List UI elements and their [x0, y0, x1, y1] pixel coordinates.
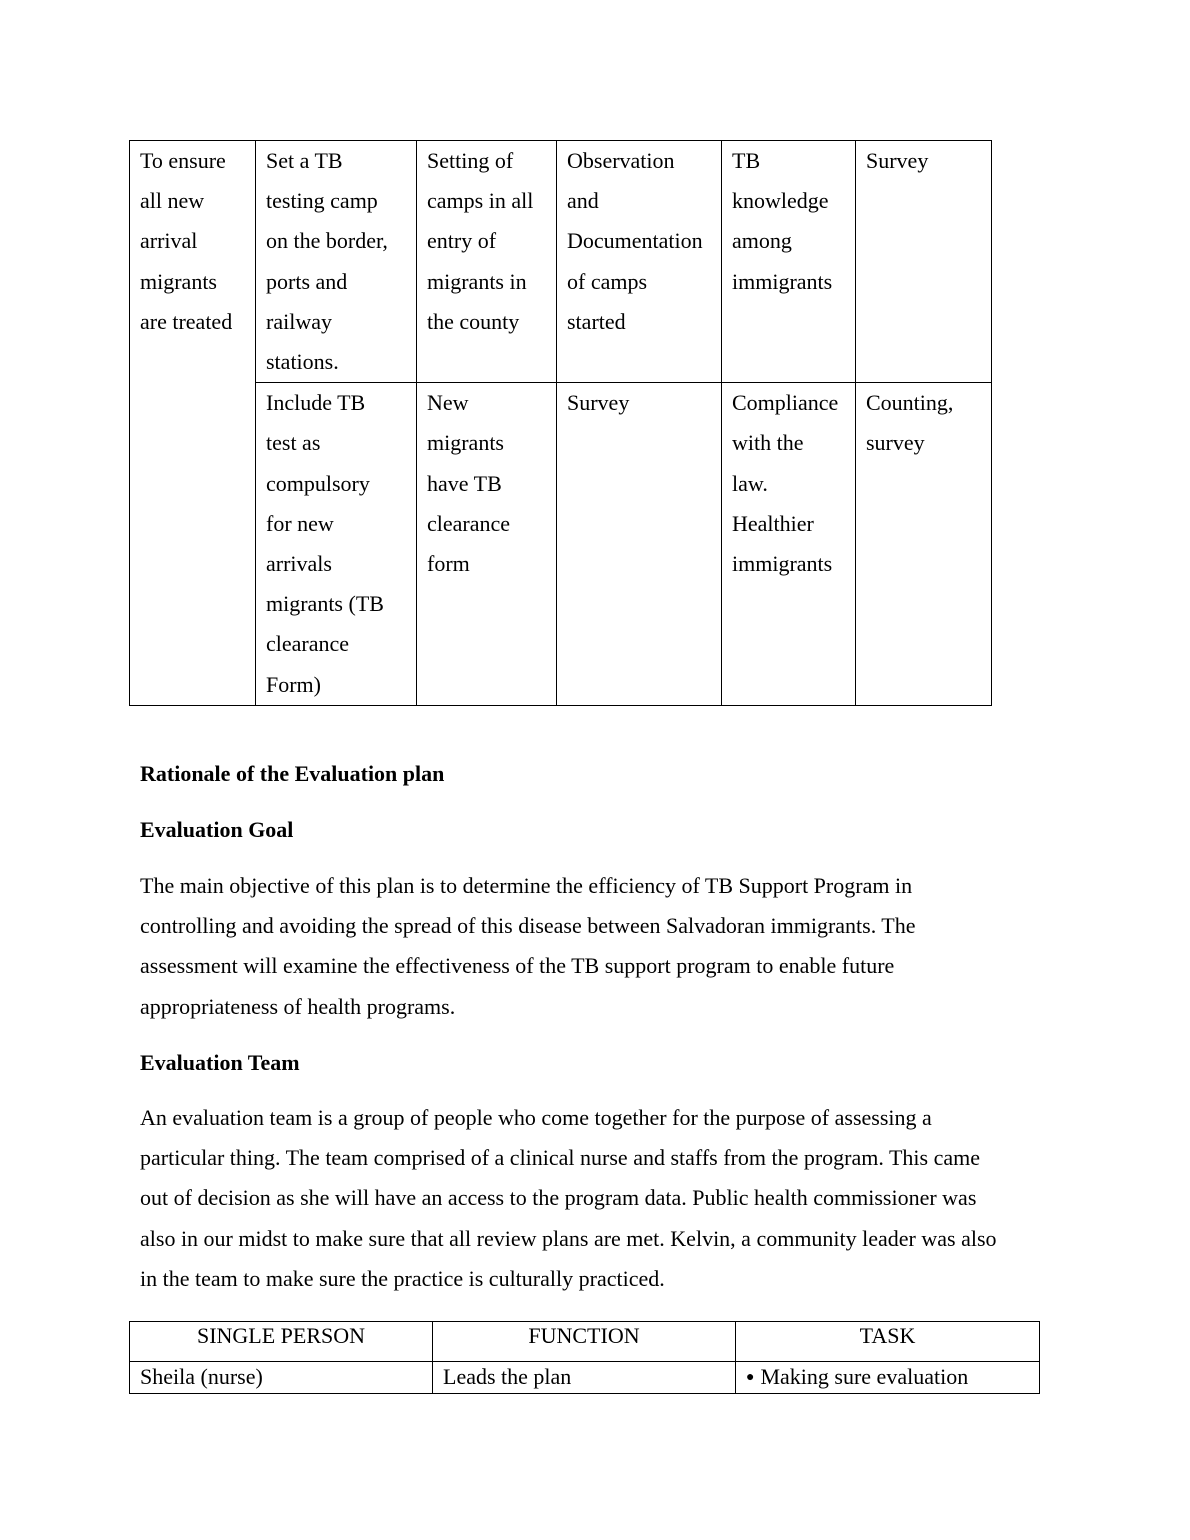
text-line: Compliance — [732, 390, 839, 416]
text-line: Form) — [266, 671, 321, 697]
header-single-person: SINGLE PERSON — [130, 1322, 433, 1362]
output-cell — [417, 383, 557, 706]
text-line: camps in all — [427, 188, 534, 214]
text-line: To ensure — [140, 148, 226, 173]
text-line: out of decision as she will have an access to the program data. Public health commissioner was — [140, 1185, 977, 1211]
activity-cell — [256, 141, 417, 383]
objective-cell — [130, 141, 256, 706]
team-heading: Evaluation Team — [140, 1050, 300, 1075]
header-task: TASK — [736, 1322, 1040, 1362]
activity-cell — [256, 383, 417, 706]
text-line: assessment will examine the effectiveness of the TB support program to enable future — [140, 953, 895, 979]
text-line: started — [567, 308, 626, 334]
text-line: migrants in — [427, 268, 527, 294]
text-line: An evaluation team is a group of people who come together for the purpose of assessing a — [140, 1105, 932, 1130]
text-line: ports and — [266, 268, 348, 294]
table-row — [130, 141, 992, 383]
task-text: Making sure evaluation — [760, 1364, 969, 1389]
header-function: FUNCTION — [433, 1322, 736, 1362]
function-cell: Leads the plan — [433, 1362, 736, 1394]
text-line: entry of — [427, 228, 497, 254]
text-line: arrivals — [266, 551, 332, 577]
text-line: for new — [266, 510, 334, 536]
text-line: of camps — [567, 268, 648, 294]
text-line: The main objective of this plan is to determine the efficiency of TB Support Program in — [140, 873, 913, 898]
text-line: test as — [266, 430, 321, 456]
text-line: stations. — [266, 349, 339, 375]
goal-heading: Evaluation Goal — [140, 817, 294, 842]
rationale-heading: Rationale of the Evaluation plan — [140, 761, 445, 786]
indicator-cell — [557, 141, 722, 383]
text-line: Survey — [866, 148, 929, 173]
text-line: law. — [732, 470, 768, 496]
team-paragraph — [140, 1098, 1055, 1299]
text-line: Documentation — [567, 228, 703, 254]
text-line: controlling and avoiding the spread of this disease between Salvadoran immigrants. The — [140, 913, 916, 939]
output-cell — [417, 141, 557, 383]
text-line: knowledge — [732, 188, 829, 214]
text-line: among — [732, 228, 792, 254]
text-line: Set a TB — [266, 148, 343, 173]
text-line: clearance — [266, 631, 350, 657]
text-line: Observation — [567, 148, 675, 173]
table-row — [130, 383, 992, 706]
table-header-row — [130, 1322, 1040, 1362]
text-line: Counting, — [866, 390, 954, 416]
text-line: migrants (TB — [266, 591, 384, 617]
person-cell: Sheila (nurse) — [130, 1362, 433, 1394]
text-line: migrants — [140, 268, 217, 294]
text-line: New — [427, 390, 469, 416]
bullet-icon: ● — [746, 1370, 755, 1385]
text-line: Healthier — [732, 510, 814, 536]
text-line: railway — [266, 308, 332, 334]
indicator-cell — [557, 383, 722, 706]
text-line: particular thing. The team comprised of a clinical nurse and staffs from the program. This came — [140, 1145, 981, 1171]
text-line: in the team to make sure the practice is culturally practiced. — [140, 1265, 665, 1291]
text-line: migrants — [427, 430, 504, 456]
text-line: are treated — [140, 308, 233, 334]
text-line: the county — [427, 308, 520, 334]
method-cell — [856, 141, 992, 383]
text-line: compulsory — [266, 470, 370, 496]
text-line: appropriateness of health programs. — [140, 993, 456, 1019]
method-cell — [856, 383, 992, 706]
text-line: immigrants — [732, 551, 833, 577]
text-line: and — [567, 188, 599, 214]
task-cell — [736, 1362, 1040, 1394]
text-line: with the — [732, 430, 804, 456]
text-line: clearance — [427, 510, 511, 536]
text-line: testing camp — [266, 188, 378, 214]
evaluation-team-table — [129, 1321, 1040, 1394]
outcome-cell — [722, 383, 856, 706]
text-line: survey — [866, 430, 925, 456]
evaluation-plan-table — [129, 140, 992, 706]
text-line: have TB — [427, 470, 502, 496]
outcome-cell — [722, 141, 856, 383]
text-line: Include TB — [266, 390, 366, 416]
table-row — [130, 1362, 1040, 1394]
text-line: on the border, — [266, 228, 388, 254]
text-line: immigrants — [732, 268, 833, 294]
text-line: TB — [732, 148, 761, 173]
text-line: also in our midst to make sure that all review plans are met. Kelvin, a community leader was also — [140, 1225, 997, 1251]
text-line: all new — [140, 188, 205, 214]
text-line: Setting of — [427, 148, 514, 173]
text-line: arrival — [140, 228, 198, 254]
text-line: form — [427, 551, 470, 577]
text-line: Survey — [567, 390, 630, 416]
goal-paragraph — [140, 866, 1055, 1027]
